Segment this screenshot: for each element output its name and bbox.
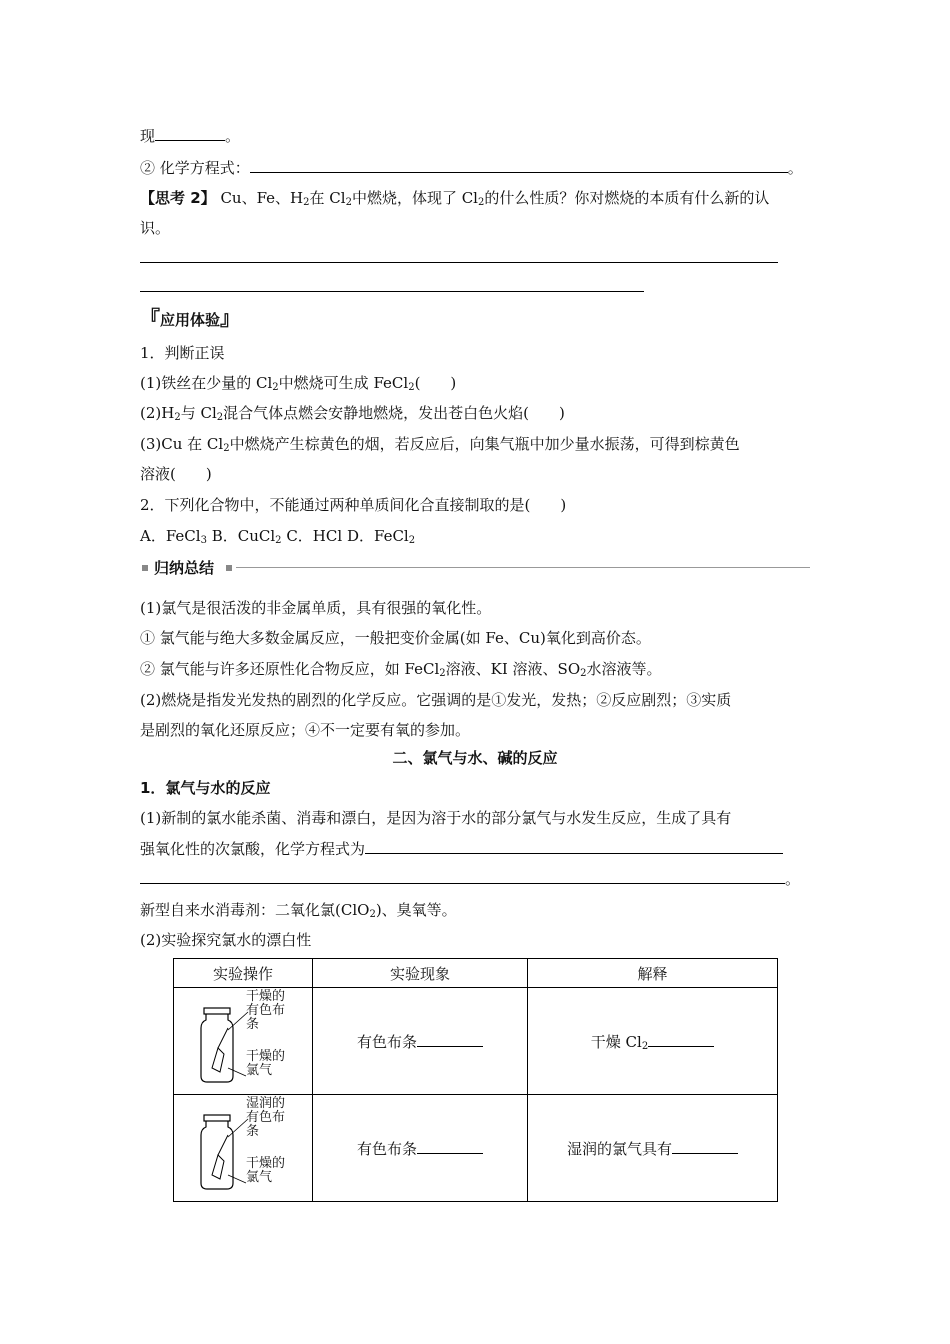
- summary-1: (1)氯气是很活泼的非金属单质，具有很强的氧化性。: [140, 599, 492, 617]
- experiment-table: [173, 958, 778, 1202]
- think-question: 【思考 2】 Cu、Fe、$H_2$在 $Cl_2$中燃烧，体现了 $Cl_2$的什么性质？你对燃烧的本质有什么新的认: [140, 189, 770, 208]
- option-c[interactable]: C．HCl: [286, 527, 343, 545]
- phenomenon-cell: 有色布条: [313, 988, 528, 1095]
- summary-heading-bar: [140, 558, 810, 578]
- question-2: 2．下列化合物中，不能通过两种单质间化合直接制取的是( ): [140, 496, 567, 514]
- section-title: 二、氯气与水、碱的反应: [392, 749, 558, 767]
- fill-blank[interactable]: [417, 1032, 483, 1047]
- table-header-row: [174, 959, 778, 988]
- summary-3: ② 氯气能与许多还原性化合物反应，如 FeCl$_2$溶液、KI 溶液、$SO_2$水溶液等。: [140, 660, 662, 679]
- fill-blank[interactable]: [155, 126, 225, 141]
- question-2-options: [140, 526, 415, 546]
- equation-line: ② 化学方程式： 。: [140, 159, 803, 177]
- fill-blank[interactable]: [648, 1032, 714, 1047]
- option-a[interactable]: A．FeCl$_3$: [140, 527, 207, 546]
- table-header: 实验操作: [174, 959, 313, 988]
- option-b[interactable]: B．CuCl$_2$: [211, 527, 282, 546]
- table-header: 实验现象: [313, 959, 528, 988]
- fill-blank[interactable]: [417, 1139, 483, 1154]
- fill-blank[interactable]: [672, 1139, 738, 1154]
- divider: [236, 567, 810, 568]
- answer-rule[interactable]: [140, 262, 778, 263]
- table-header: 解释: [528, 959, 778, 988]
- jar-label-cloth: 干燥的 有色布 条: [246, 989, 286, 1032]
- phenomenon-cell: 有色布条: [313, 1095, 528, 1202]
- summary-2: ① 氯气能与绝大多数金属反应，一般把变价金属(如 Fe、Cu)氧化到高价态。: [140, 629, 651, 647]
- fill-blank[interactable]: [140, 869, 785, 884]
- think-question-cont: 识。: [140, 219, 171, 237]
- option-d[interactable]: D．FeCl$_2$: [346, 527, 416, 546]
- table-row: [174, 988, 778, 1095]
- answer-rule[interactable]: [140, 291, 644, 292]
- square-bullet-icon: [142, 565, 148, 571]
- paragraph-5: (2)实验探究氯水的漂白性: [140, 931, 312, 949]
- answer-line-1: 现 。: [140, 127, 241, 145]
- paragraph-2: 强氧化性的次氯酸，化学方程式为: [140, 839, 783, 859]
- summary-heading: 归纳总结: [154, 558, 220, 578]
- question-1: 1．判断正误: [140, 344, 225, 362]
- paragraph-1: (1)新制的氯水能杀菌、消毒和漂白，是因为溶于水的部分氯气与水发生反应，生成了具有: [140, 809, 732, 827]
- paragraph-4: 新型自来水消毒剂：二氧化氯(ClO$_2$)、臭氧等。: [140, 901, 457, 920]
- jar-label-gas: 干燥的 氯气: [246, 1049, 286, 1078]
- fill-blank[interactable]: [365, 839, 783, 854]
- question-1-3-cont: 溶液( ): [140, 465, 212, 483]
- apply-heading: 『应用体验』: [140, 306, 241, 330]
- question-1-2: $(2)H_2$与 $Cl_2$混合气体点燃会安静地燃烧，发出苍白色火焰( ): [140, 404, 565, 423]
- jar-diagram-cell: [174, 988, 313, 1095]
- jar-label-cloth: 湿润的 有色布 条: [246, 1096, 286, 1139]
- explanation-cell: 湿润的氯气具有: [528, 1095, 778, 1202]
- fill-blank[interactable]: [250, 158, 788, 173]
- paragraph-3: 。: [140, 869, 800, 889]
- square-bullet-icon: [226, 565, 232, 571]
- jar-diagram-cell: [174, 1095, 313, 1202]
- explanation-cell: 干燥 $Cl_2$: [528, 988, 778, 1095]
- subsection-title: 1．氯气与水的反应: [140, 779, 271, 797]
- question-1-3: (3)Cu 在 $Cl_2$中燃烧产生棕黄色的烟，若反应后，向集气瓶中加少量水振荡，可得到棕黄色: [140, 435, 740, 454]
- jar-label-gas: 干燥的 氯气: [246, 1156, 286, 1185]
- question-1-1: (1)铁丝在少量的 $Cl_2$中燃烧可生成 FeCl$_2$( ): [140, 374, 457, 393]
- think-tag: 【思考 2】: [140, 189, 216, 207]
- summary-5: 是剧烈的氧化还原反应；④不一定要有氧的参加。: [140, 721, 471, 739]
- table-row: [174, 1095, 778, 1202]
- summary-4: (2)燃烧是指发光发热的剧烈的化学反应。它强调的是①发光，发热；②反应剧烈；③实质: [140, 691, 732, 709]
